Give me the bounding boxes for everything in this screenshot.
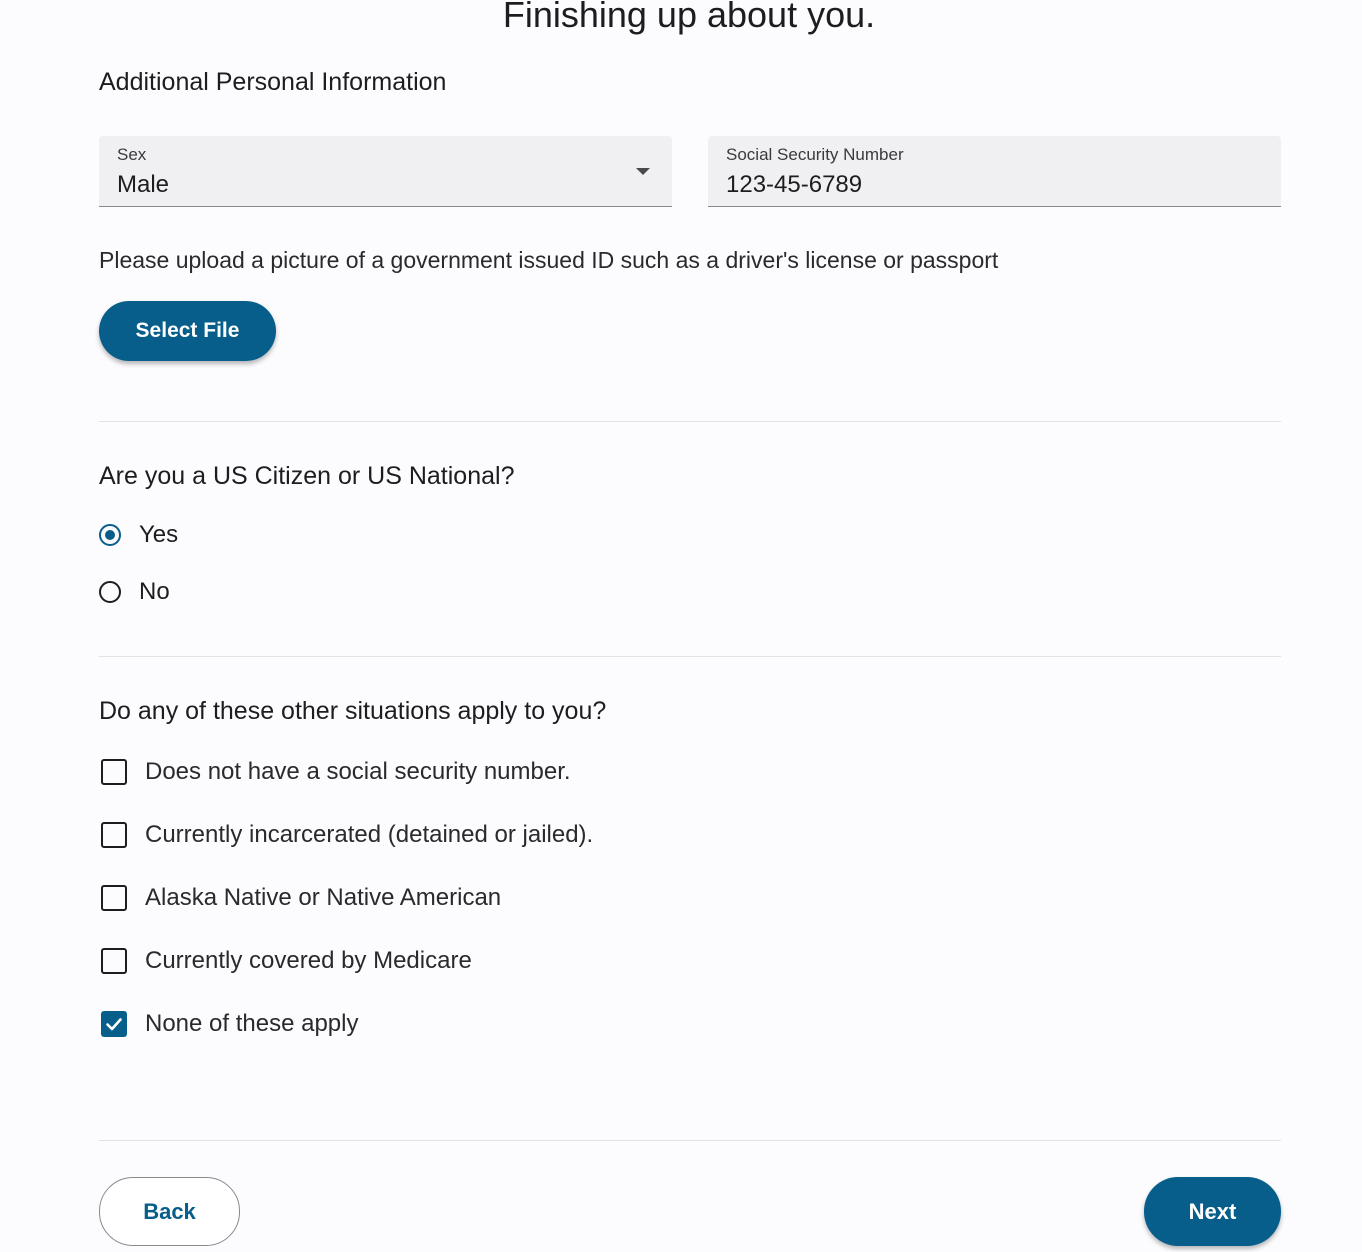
checkbox-unchecked-icon[interactable] <box>101 759 127 785</box>
radio-label: Yes <box>139 521 179 548</box>
radio-label: No <box>139 578 170 605</box>
situation-none-apply[interactable] <box>99 1010 358 1038</box>
citizenship-option-yes[interactable] <box>99 521 178 549</box>
ssn-field[interactable] <box>708 136 1281 207</box>
checkbox-label: Does not have a social security number. <box>145 758 571 785</box>
select-file-button[interactable]: Select File <box>99 301 276 361</box>
citizenship-option-no[interactable] <box>99 578 170 606</box>
next-button[interactable]: Next <box>1144 1177 1281 1246</box>
situation-native-american[interactable] <box>99 884 501 912</box>
divider <box>99 421 1281 422</box>
checkbox-label: Alaska Native or Native American <box>145 884 502 911</box>
divider <box>99 1140 1281 1141</box>
checkbox-label: Currently incarcerated (detained or jailed). <box>145 821 594 848</box>
ssn-label: Social Security Number <box>726 145 904 164</box>
page-title: Finishing up about you. <box>502 0 876 35</box>
checkmark-icon <box>105 1015 123 1033</box>
radio-unselected-icon[interactable] <box>99 581 121 603</box>
situations-question: Do any of these other situations apply to you? <box>99 697 607 725</box>
checkbox-label: None of these apply <box>145 1010 359 1037</box>
checkbox-label: Currently covered by Medicare <box>145 947 472 974</box>
sex-value: Male <box>117 171 170 198</box>
situation-no-ssn[interactable] <box>99 758 571 786</box>
checkbox-unchecked-icon[interactable] <box>101 822 127 848</box>
upload-prompt: Please upload a picture of a government issued ID such as a driver's license or passport <box>99 247 999 273</box>
checkbox-unchecked-icon[interactable] <box>101 948 127 974</box>
checkbox-checked-icon[interactable] <box>101 1011 127 1037</box>
citizenship-question: Are you a US Citizen or US National? <box>99 462 515 490</box>
checkbox-unchecked-icon[interactable] <box>101 885 127 911</box>
situation-incarcerated[interactable] <box>99 821 593 849</box>
back-button[interactable]: Back <box>99 1177 240 1246</box>
chevron-down-icon <box>636 168 650 175</box>
ssn-value: 123-45-6789 <box>726 171 863 198</box>
personal-info-heading: Additional Personal Information <box>99 68 447 96</box>
situation-medicare[interactable] <box>99 947 472 975</box>
radio-selected-icon[interactable] <box>99 524 121 546</box>
sex-select[interactable] <box>99 136 672 207</box>
divider <box>99 656 1281 657</box>
sex-label: Sex <box>117 145 147 164</box>
